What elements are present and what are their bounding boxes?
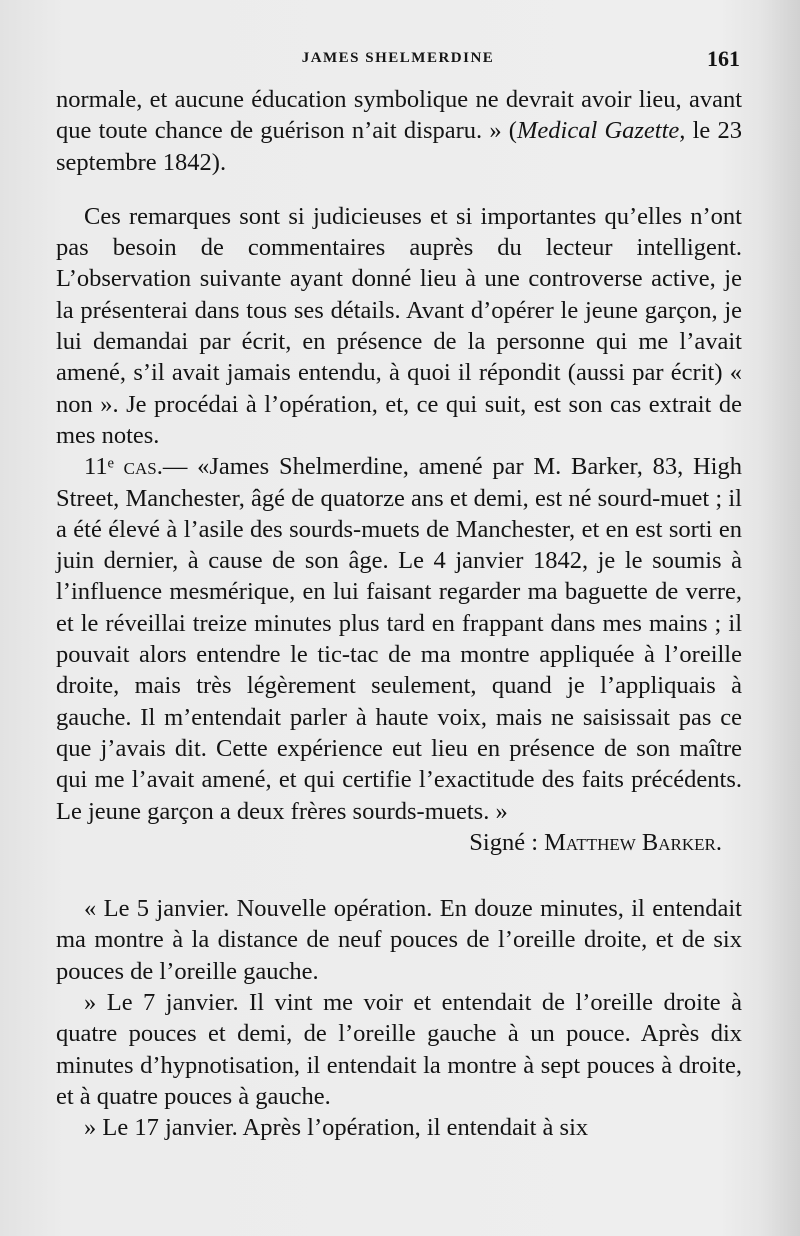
case-label: 11ᵉ cas. [84,453,163,481]
paragraph-remarks: Ces remarques sont si judicieuses et si importantes qu’elles n’ont pas besoin de commentaires auprès du lecteur intelligent. L’observation suivante ayant donné lieu à une controverse active, je la présenterai dans tous ses détails. Avant d’opérer le jeune garçon, je lui demandai par écrit, en présence de la personne qui me l’avait amené, s’il avait jamais entendu, à quoi il répondit (aussi par écrit) « non ». Je procédai à l’opération, et, ce qui suit, est son cas extrait de mes notes. [56,202,742,449]
body-text [56,84,742,1144]
signature-prefix: Signé : [469,828,545,856]
running-title: JAMES SHELMERDINE [301,50,495,66]
paragraph-case-11 [56,451,742,827]
journal-citation: Medical Gazette, [516,117,686,145]
signature [56,827,742,858]
paragraph-january-7: » Le 7 janvier. Il vint me voir et entendait de l’oreille droite à quatre pouces et demi, de l’oreille gauche à un pouce. Après dix minutes d’hypnotisation, il entendait la montre à sept pouces à droite, et à quatre pouces à gauche. [56,989,742,1110]
signature-name: Matthew Barker. [544,828,722,856]
paragraph-end: le 23 septembre 1842). [56,117,742,176]
paragraph-text: normale, et aucune éducation symbolique ne devrait avoir lieu, avant que toute chance de guérison n’ait disparu. » ( [56,86,742,145]
page-header [56,46,740,76]
case-text: — «James Shelmerdine, amené par M. Barker, 83, High Street, Manchester, âgé de quatorze ans et demi, est né sourd-muet ; il a été élevé à l’asile des sourds-muets de Manchester, et en est sorti en juin dernier, à cause de son âge. Le 4 janvier 1842, je le soumis à l’influence mesmérique, en lui faisant regarder ma baguette de verre, et le réveillai treize minutes plus tard en frappant dans mes mains ; il pouvait alors entendre le tic-tac de ma montre appliquée à l’oreille droite, mais très légèrement seulement, quand je l’appliquais à gauche. Il m’entendait parler à haute voix, mais ne saisissait pas ce que j’avais dit. Cette expérience eut lieu en présence de son maître qui me l’avait amené, et qui certifie l’exactitude des faits précédents. Le jeune garçon a deux frères sourds-muets. » [56,453,742,825]
paragraph-january-5: « Le 5 janvier. Nouvelle opération. En douze minutes, il entendait ma montre à la distance de neuf pouces de l’oreille droite, et de six pouces de l’oreille gauche. [56,895,742,985]
page-number: 161 [707,46,740,71]
paragraph-january-17: » Le 17 janvier. Après l’opération, il entendait à six [84,1114,589,1142]
page-edge-shadow [760,0,800,1236]
paragraph-continued [56,84,742,178]
